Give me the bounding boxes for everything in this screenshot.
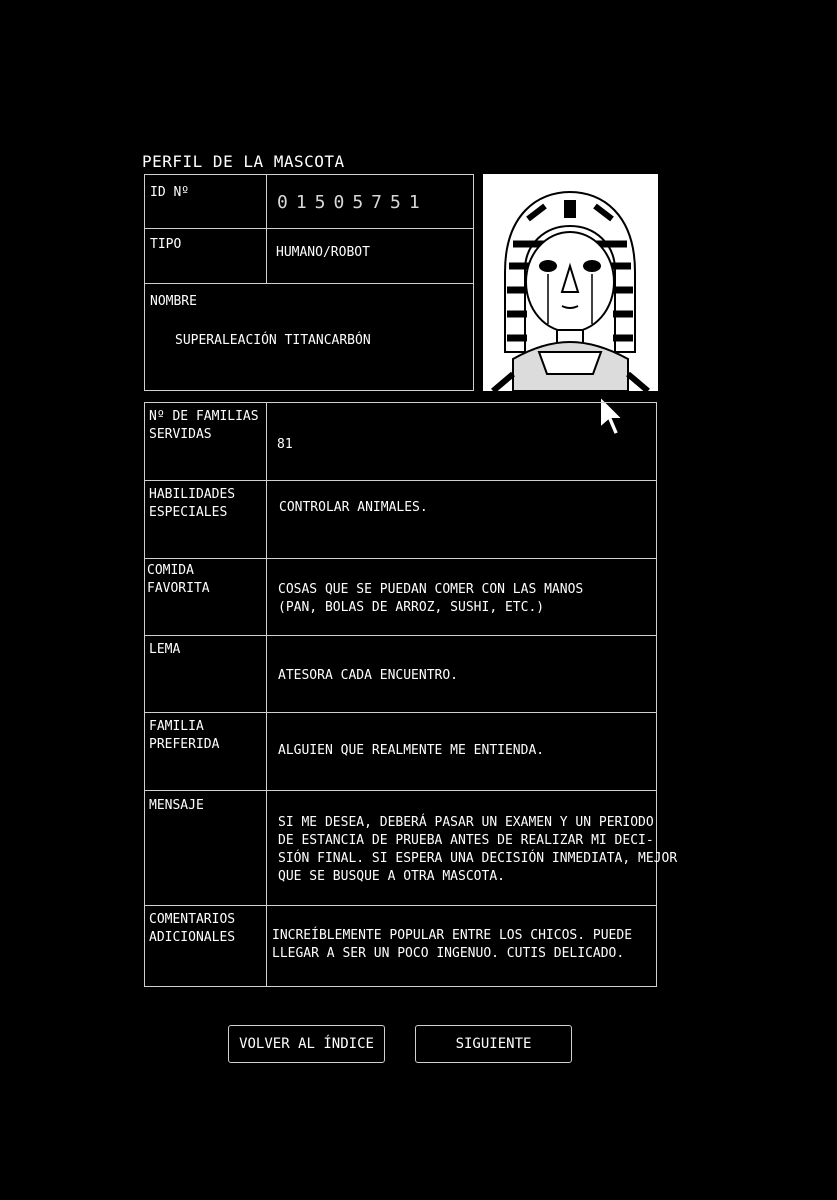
profile-divider: [144, 283, 474, 284]
details-divider: [144, 905, 657, 906]
details-divider: [144, 790, 657, 791]
details-divider: [144, 480, 657, 481]
details-column-divider: [266, 402, 267, 987]
name-value: SUPERALEACIÓN TITANCARBÓN: [175, 333, 371, 348]
favorite-food-label: COMIDA FAVORITA: [147, 563, 210, 596]
additional-comments-value: INCREÍBLEMENTE POPULAR ENTRE LOS CHICOS. PUEDE LLEGAR A SER UN POCO INGENUO. CUTIS DELICADO.: [272, 928, 633, 961]
details-divider: [144, 558, 657, 559]
id-value: 01505751: [277, 192, 428, 213]
next-button[interactable]: SIGUIENTE: [415, 1025, 572, 1063]
motto-label: LEMA: [149, 642, 181, 657]
robot-portrait: [483, 174, 658, 391]
profile-column-divider: [266, 174, 267, 283]
id-label: ID Nº: [150, 185, 190, 200]
motto-value: ATESORA CADA ENCUENTRO.: [278, 668, 459, 683]
preferred-family-value: ALGUIEN QUE REALMENTE ME ENTIENDA.: [278, 743, 545, 758]
details-divider: [144, 635, 657, 636]
families-served-label: Nº DE FAMILIAS SERVIDAS: [149, 409, 259, 442]
type-label: TIPO: [150, 237, 182, 252]
message-label: MENSAJE: [149, 798, 204, 813]
special-abilities-label: HABILIDADES ESPECIALES: [149, 487, 236, 520]
profile-divider: [144, 228, 474, 229]
preferred-family-label: FAMILIA PREFERIDA: [149, 719, 220, 752]
additional-comments-label: COMENTARIOS ADICIONALES: [149, 912, 236, 945]
name-label: NOMBRE: [150, 294, 197, 309]
favorite-food-value: COSAS QUE SE PUEDAN COMER CON LAS MANOS (PAN, BOLAS DE ARROZ, SUSHI, ETC.): [278, 582, 584, 615]
details-divider: [144, 712, 657, 713]
page-title: PERFIL DE LA MASCOTA: [142, 152, 345, 171]
special-abilities-value: CONTROLAR ANIMALES.: [279, 500, 428, 515]
families-served-value: 81: [277, 437, 293, 452]
back-to-index-button[interactable]: VOLVER AL ÍNDICE: [228, 1025, 385, 1063]
message-value: SI ME DESEA, DEBERÁ PASAR UN EXAMEN Y UN PERIODO DE ESTANCIA DE PRUEBA ANTES DE REALIZAR MI DECI- SIÓN FINAL. SI ESPERA UNA DECISIÓN INMEDIATA, MEJOR QUE SE BUSQUE A OTRA MASCOTA.: [278, 815, 678, 884]
portrait-image: [483, 174, 658, 391]
type-value: HUMANO/ROBOT: [276, 245, 370, 260]
